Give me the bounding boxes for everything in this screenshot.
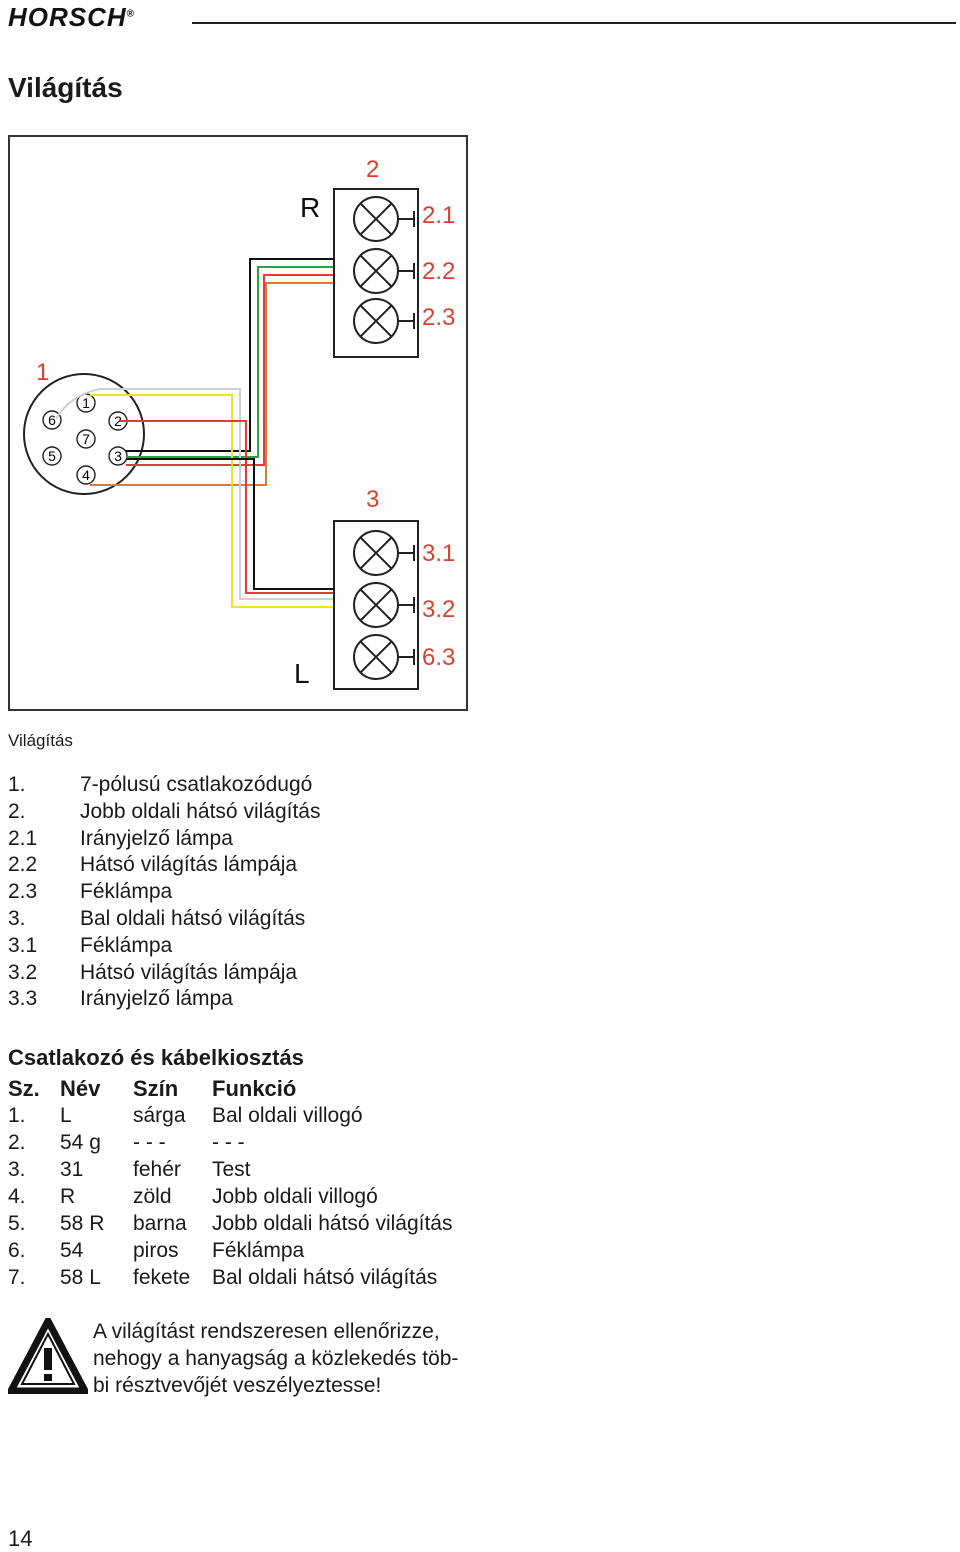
table-row: 6. 54 piros Féklámpa [8, 1239, 305, 1262]
figure-caption: Világítás [8, 731, 73, 750]
legend-list [8, 772, 321, 1013]
registered-mark: ® [126, 8, 136, 20]
horsch-logo [8, 2, 135, 33]
lamp-label-2-3: 2.3 [422, 304, 456, 331]
svg-text:4: 4 [82, 467, 90, 483]
list-item: 3.1 Féklámpa [8, 933, 173, 957]
svg-text:6: 6 [48, 412, 56, 428]
svg-text:7: 7 [82, 431, 90, 447]
pin-7 [77, 430, 95, 448]
left-side-label: L [294, 658, 310, 689]
list-item: 1. 7-pólusú csatlakozódugó [8, 773, 313, 796]
page-title: Világítás [8, 72, 123, 103]
right-side-label: R [300, 192, 321, 223]
left-unit-label: 3 [366, 486, 380, 513]
lamp-label-3-2: 3.2 [422, 596, 456, 623]
wire-red-right [126, 199, 358, 465]
pin-3 [109, 447, 127, 465]
wiring-diagram-svg [10, 137, 466, 709]
svg-text:1: 1 [82, 395, 90, 411]
warning-text: A világítást rendszeresen ellenőrizze, nehogy a hanyagság a közlekedés töb- bi résztvevőjét veszélyeztesse! [93, 1320, 459, 1397]
wire-yellow [90, 395, 355, 657]
list-item: 2.2 Hátsó világítás lámpája [8, 853, 298, 877]
wire-green [126, 209, 360, 457]
logo-text: HORSCH [8, 2, 127, 32]
table-row: 5. 58 R barna Jobb oldali hátsó világítás [8, 1212, 453, 1235]
svg-text:5: 5 [48, 448, 56, 464]
lamp-label-6-3: 6.3 [422, 644, 456, 671]
list-item: 3.3 Irányjelző lámpa [8, 987, 233, 1011]
table-row: 2. 54 g - - - - - - [8, 1131, 245, 1154]
page-number: 14 [8, 1526, 33, 1551]
warning-triangle-icon [8, 1318, 88, 1399]
wiring-diagram [8, 135, 468, 711]
right-unit-label: 2 [366, 156, 380, 183]
connector-label: 1 [36, 359, 50, 386]
pin-table [8, 1075, 453, 1291]
list-item: 3.2 Hátsó világítás lámpája [8, 960, 298, 984]
svg-text:2: 2 [114, 413, 122, 429]
list-item: 2.3 Féklámpa [8, 880, 173, 904]
svg-text:3: 3 [114, 448, 122, 464]
table-row: 4. R zöld Jobb oldali villogó [8, 1185, 378, 1208]
lamp-label-3-1: 3.1 [422, 540, 456, 567]
table-row: 3. 31 fehér Test [8, 1158, 251, 1181]
table-header: Sz. Név Szín Funkció [8, 1076, 297, 1101]
list-item: 3. Bal oldali hátsó világítás [8, 906, 306, 930]
pin-5 [43, 447, 61, 465]
header-rule [192, 22, 956, 24]
list-item: 2. Jobb oldali hátsó világítás [8, 799, 321, 823]
table-row: 7. 58 L fekete Bal oldali hátsó világítás [8, 1266, 438, 1289]
table-row: 1. L sárga Bal oldali villogó [8, 1104, 363, 1127]
pin-4 [77, 466, 95, 484]
lamp-label-2-1: 2.1 [422, 202, 456, 229]
pin-table-title: Csatlakozó és kábelkiosztás [8, 1045, 304, 1070]
list-item: 2.1 Irányjelző lámpa [8, 826, 233, 850]
lamp-label-2-2: 2.2 [422, 258, 456, 285]
